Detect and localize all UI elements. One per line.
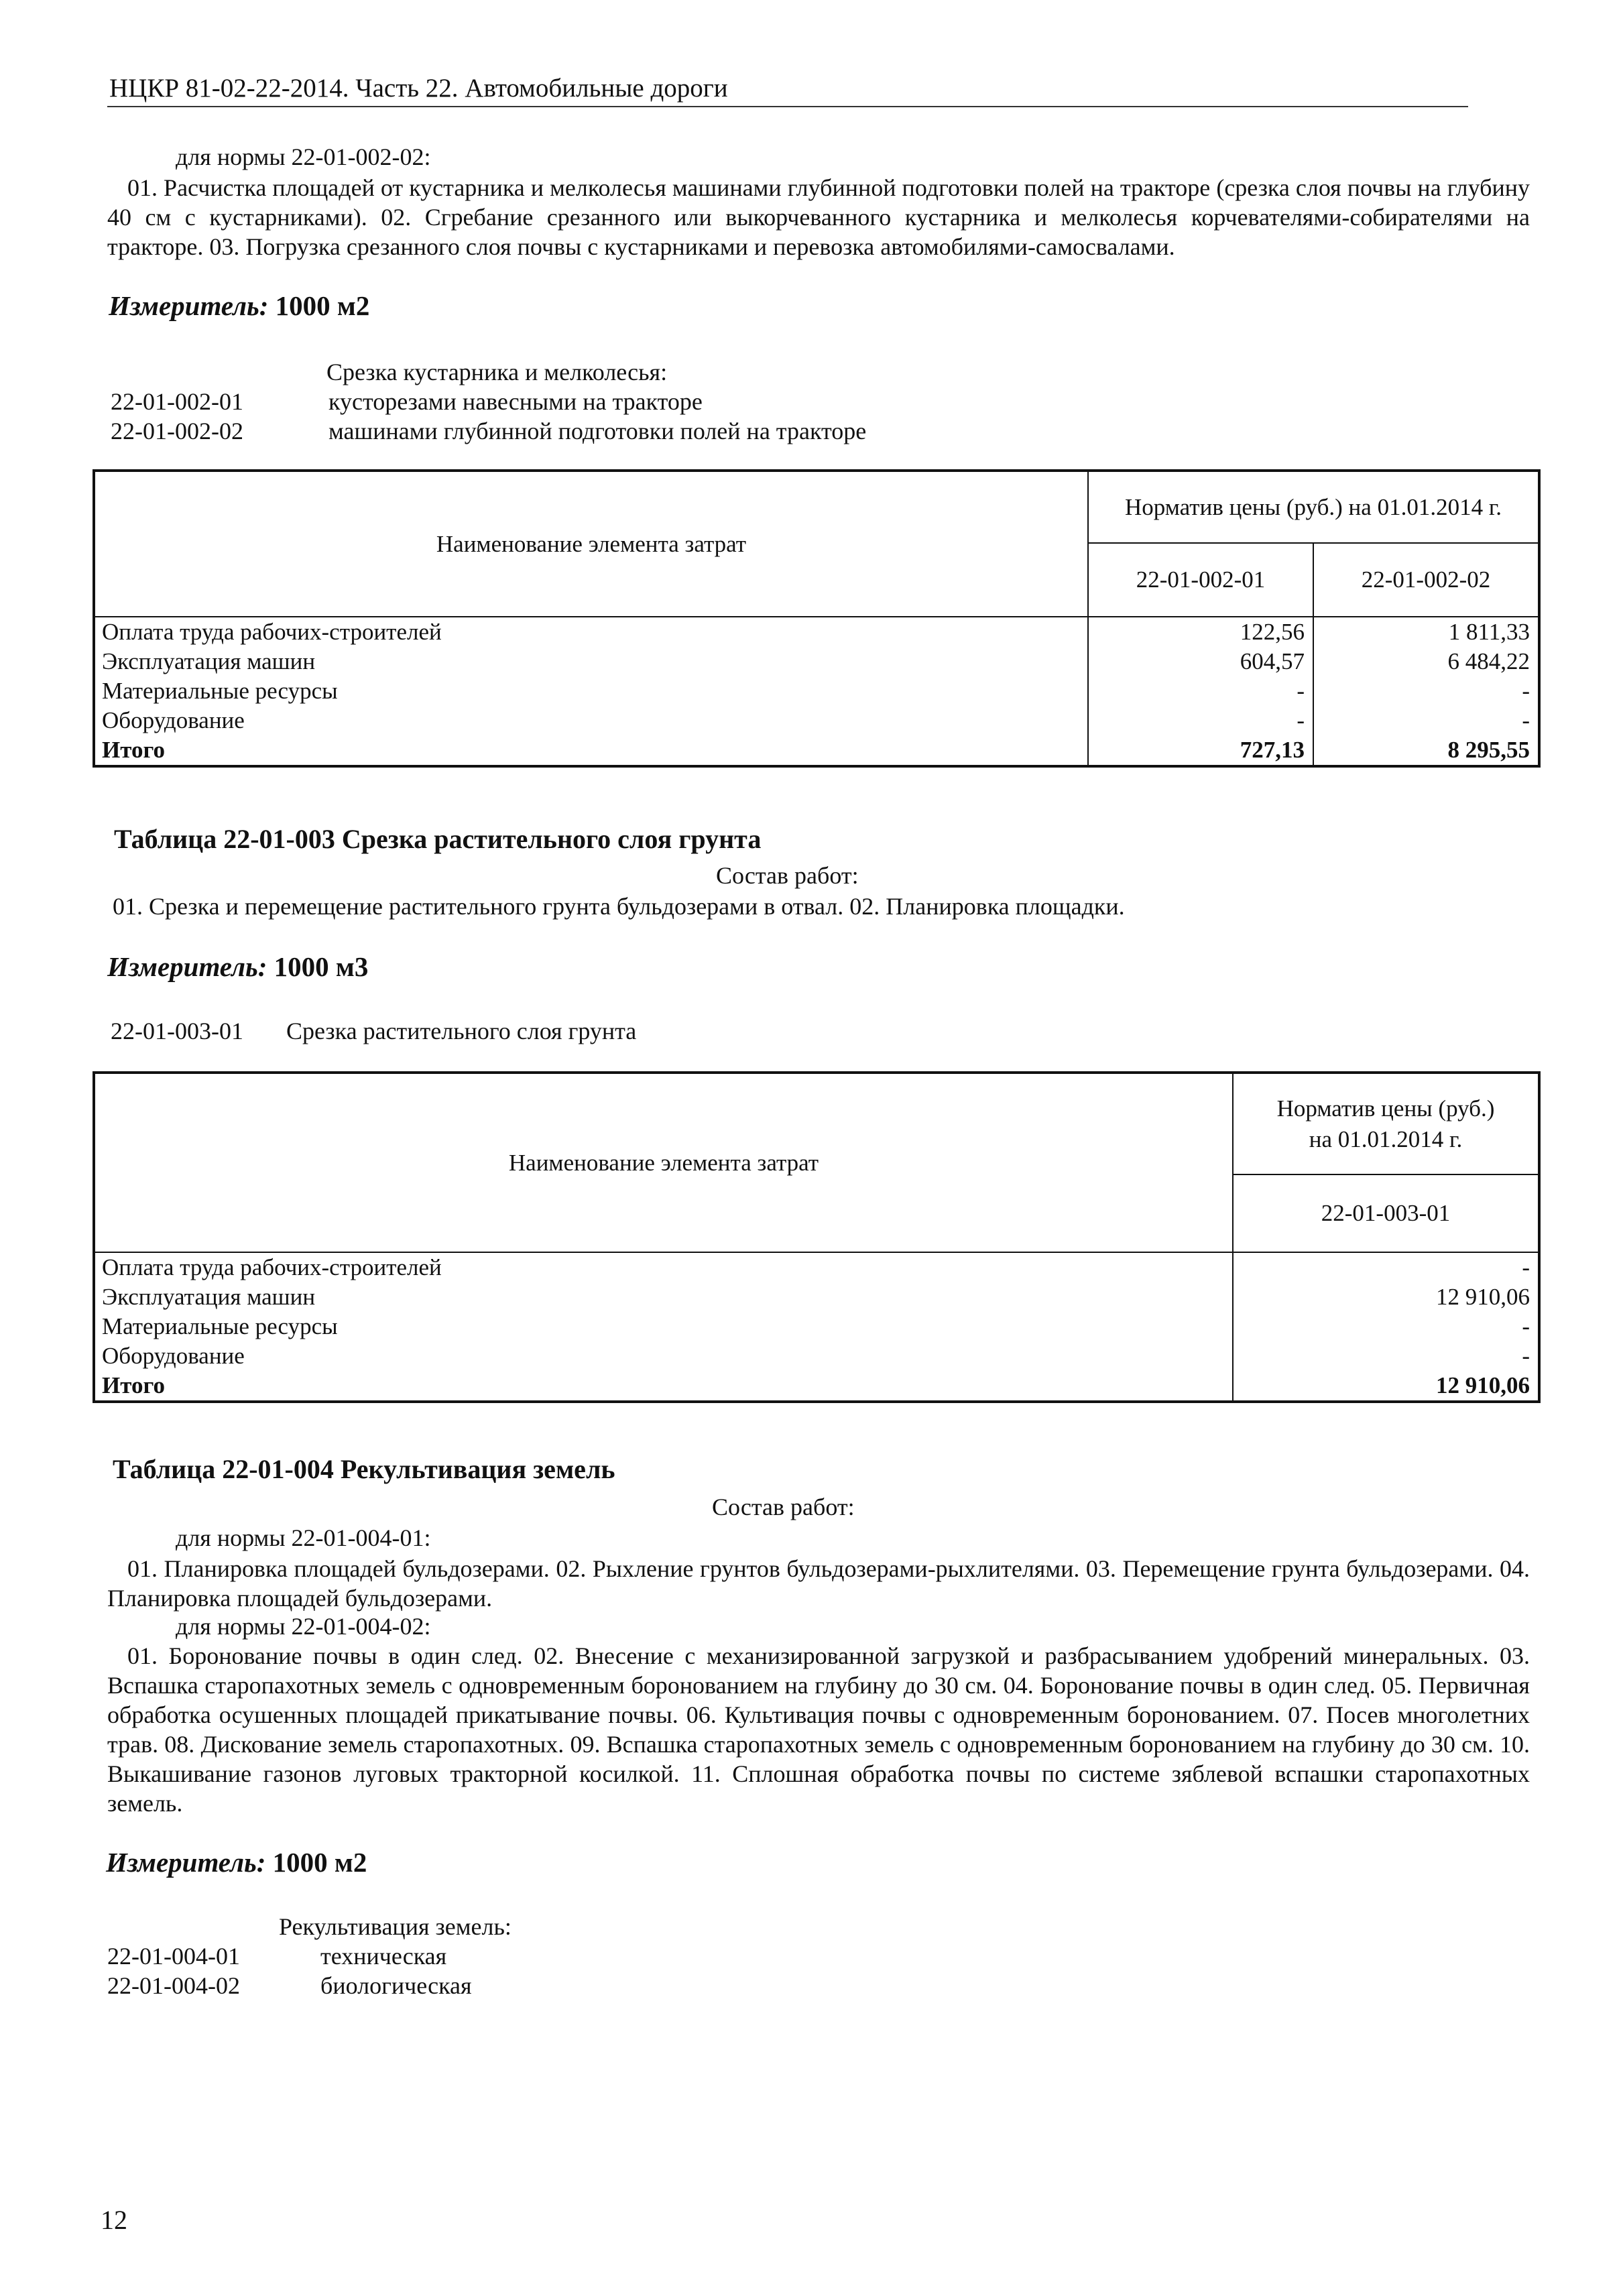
measure-unit: [106, 1848, 367, 1877]
table-title: Таблица 22-01-004 Рекультивация земель: [113, 1454, 615, 1484]
item-code: 22-01-003-01: [111, 1018, 243, 1044]
cell-value: 1 811,33: [1448, 619, 1530, 645]
measure-unit: [109, 291, 369, 320]
list-item: [111, 387, 703, 416]
column-header-price: [1233, 1073, 1539, 1174]
cell-name: Оборудование: [94, 1341, 1233, 1371]
list-item: [107, 1941, 446, 1971]
cell-value: 604,57: [1088, 647, 1313, 676]
cell-value: 12 910,06: [1436, 1284, 1530, 1310]
document-header-title: НЦКР 81-02-22-2014. Часть 22. Автомобильные дороги: [109, 74, 728, 103]
norm-label: для нормы 22-01-002-02:: [176, 143, 431, 170]
page-number: 12: [101, 2205, 127, 2235]
item-code: 22-01-004-01: [107, 1943, 240, 1970]
cell-name: Оборудование: [94, 706, 1088, 735]
measure-value: 1000 м3: [274, 951, 369, 982]
cell-value: -: [1522, 707, 1530, 733]
item-code: 22-01-002-01: [111, 388, 243, 415]
header-rule: [107, 106, 1468, 107]
item-name: Срезка растительного слоя грунта: [286, 1018, 637, 1044]
work-composition-text: 01. Срезка и перемещение растительного грунта бульдозерами в отвал. 02. Планировка площадки.: [113, 893, 1125, 920]
table-row: [94, 1282, 1539, 1312]
composition-label: Состав работ:: [716, 862, 859, 889]
norm-label: для нормы 22-01-004-01:: [176, 1524, 431, 1551]
table-total-row: [94, 1371, 1539, 1402]
cell-name: Эксплуатация машин: [94, 647, 1088, 676]
cell-name: Эксплуатация машин: [94, 1282, 1233, 1312]
item-name: машинами глубинной подготовки полей на тракторе: [328, 418, 867, 444]
cost-table-22-01-003: [93, 1071, 1541, 1403]
measure-value: 1000 м2: [272, 1847, 367, 1878]
norm-label: для нормы 22-01-004-02:: [176, 1613, 431, 1640]
column-header-code: 22-01-003-01: [1233, 1174, 1539, 1252]
group-title: Срезка кустарника и мелколесья:: [326, 359, 668, 385]
list-item: [107, 1971, 472, 2000]
cell-name: Оплата труда рабочих-строителей: [94, 617, 1088, 647]
work-composition-text: 01. Планировка площадей бульдозерами. 02. Рыхление грунтов бульдозерами-рыхлителями. 03. Перемещение грунта бульдозерами. 04. Планировка площадей бульдозерами.: [107, 1555, 1530, 1612]
table-row: [94, 1252, 1539, 1282]
item-code: 22-01-002-02: [111, 418, 243, 444]
cell-value: -: [1522, 1343, 1530, 1369]
table-row: [94, 1341, 1539, 1371]
column-header-price: Норматив цены (руб.) на 01.01.2014 г.: [1088, 471, 1539, 543]
work-composition-text: 01. Боронование почвы в один след. 02. Внесение с механизированной загрузкой и разбрасыванием удобрений минеральных. 03. Вспашка старопахотных земель с одновременным боронованием на глубину до 30 см. 04. Боронование почвы в один след. 05. Первичная обработка осушенных площадей прикатывание почвы. 06. Культивация почвы с одновременным боронованием. 07. Посев многолетних трав. 08. Дискование земель старопахотных. 09. Вспашка старопахотных земель с одновременным боронованием на глубину до 30 см. 10. Выкашивание газонов луговых тракторной косилкой. 11. Сплошная обработка почвы по системе зяблевой вспашки старопахотных земель.: [107, 1642, 1530, 1817]
column-header-name: Наименование элемента затрат: [94, 471, 1088, 617]
measure-unit: [107, 952, 368, 981]
column-header-name: Наименование элемента затрат: [94, 1073, 1233, 1252]
cell-value: 12 910,06: [1436, 1372, 1530, 1398]
cell-value: 6 484,22: [1447, 648, 1530, 674]
composition-label: Состав работ:: [712, 1494, 855, 1520]
price-header-line: Норматив цены (руб.): [1276, 1095, 1495, 1122]
cell-value: -: [1522, 1313, 1530, 1339]
cell-name: Материальные ресурсы: [94, 676, 1088, 706]
column-header-code: 22-01-002-02: [1313, 543, 1539, 617]
table-total-row: [94, 735, 1539, 766]
table-row: [94, 676, 1539, 706]
group-title: Рекультивация земель:: [279, 1913, 512, 1940]
table-row: [94, 1312, 1539, 1341]
item-code: 22-01-004-02: [107, 1972, 240, 1999]
list-item: [111, 416, 866, 446]
cell-value: -: [1522, 1254, 1530, 1280]
price-header-line: на 01.01.2014 г.: [1309, 1126, 1463, 1152]
cell-value: -: [1088, 706, 1313, 735]
cell-name: Итого: [94, 1371, 1233, 1402]
cell-value: 8 295,55: [1447, 737, 1530, 763]
table-row: [94, 706, 1539, 735]
list-item: [111, 1016, 636, 1046]
measure-label: Измеритель:: [107, 951, 267, 982]
cell-value: -: [1088, 676, 1313, 706]
cell-value: 727,13: [1088, 735, 1313, 766]
cell-value: -: [1522, 678, 1530, 704]
cell-name: Итого: [94, 735, 1088, 766]
table-row: [94, 617, 1539, 647]
measure-value: 1000 м2: [275, 290, 370, 321]
cell-name: Оплата труда рабочих-строителей: [94, 1252, 1233, 1282]
cost-table-22-01-002: [93, 469, 1541, 768]
item-name: биологическая: [320, 1972, 472, 1999]
measure-label: Измеритель:: [106, 1847, 266, 1878]
cell-value: 122,56: [1088, 617, 1313, 647]
table-row: [94, 647, 1539, 676]
item-name: кусторезами навесными на тракторе: [328, 388, 703, 415]
column-header-code: 22-01-002-01: [1088, 543, 1313, 617]
work-composition-text: 01. Расчистка площадей от кустарника и мелколесья машинами глубинной подготовки полей на тракторе (срезка слоя почвы на глубину 40 см с кустарниками). 02. Сгребание срезанного или выкорчеванного кустарника и мелколесья корчевателями-собирателями на тракторе. 03. Погрузка срезанного слоя почвы с кустарниками и перевозка автомобилями-самосвалами.: [107, 174, 1530, 260]
table-title: Таблица 22-01-003 Срезка растительного слоя грунта: [114, 824, 762, 854]
measure-label: Измеритель:: [109, 290, 269, 321]
item-name: техническая: [320, 1943, 447, 1970]
cell-name: Материальные ресурсы: [94, 1312, 1233, 1341]
